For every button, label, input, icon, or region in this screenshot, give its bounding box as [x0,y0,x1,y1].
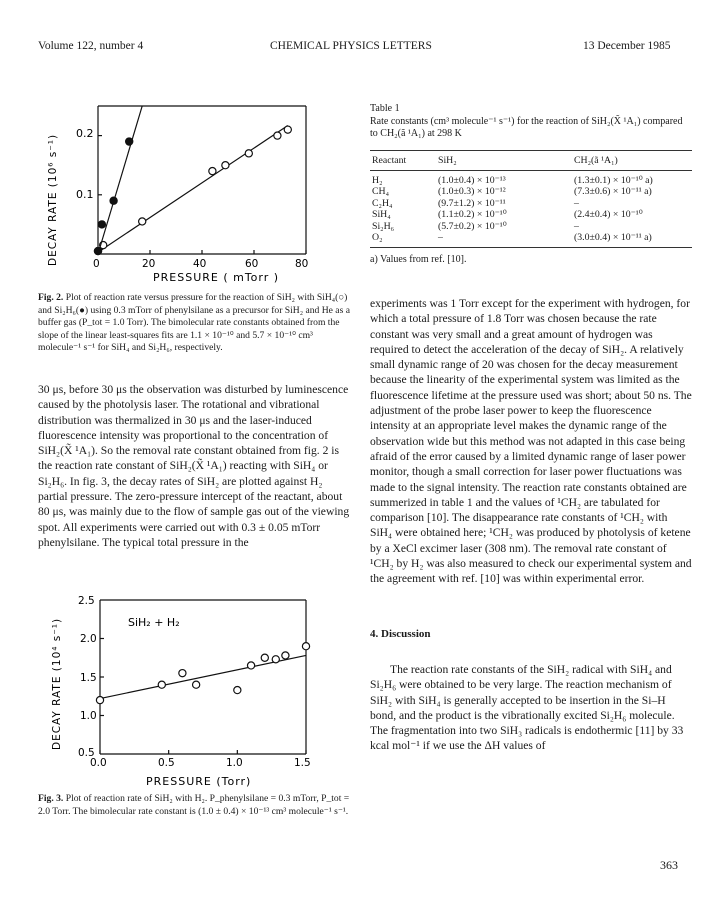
table-row [370,170,692,186]
figure-3-plot [38,590,338,790]
fit-line-series-1 [98,106,142,254]
left-column-paragraph [38,382,354,550]
fig3-xtick-0.0: 0.0 [90,757,107,769]
table-cell: (3.0±0.4) × 10⁻¹¹ a) [572,232,692,247]
fig3-ytick-2.0: 2.0 [80,633,97,645]
page-number: 363 [660,858,678,872]
table-cell: (9.7±1.2) × 10⁻¹¹ [438,197,506,209]
table-cell: – [574,197,579,209]
figure-2-plot [38,96,338,286]
running-header-volume: Volume 122, number 4 [38,40,144,52]
data-point-series-0 [274,132,281,139]
fig3-x-axis-label: PRESSURE (Torr) [146,775,252,788]
data-point-series-0 [179,670,186,677]
table-cell: – [574,220,579,232]
table-row [370,221,692,233]
fig2-xtick-20: 20 [142,258,156,270]
table-cell: (2.4±0.4) × 10⁻¹⁰ [574,209,643,221]
left-paragraph-1: 30 μs, before 30 μs the observation was disturbed by luminescence caused by the photolysis laser. The rotational and vibrational distribution was thermalized in 30 μs and the laser-induced fluorescence intensity was proportional to the concentration of SiH₂(X̃ ¹A₁). So the removal rate constant obtained from fig. 2 is the reaction rate constant of SiH₂(X̃ ¹A₁) reacting with SiH₄ or Si₂H₆. In fig. 3, the decay rates of SiH₂ are plotted against H₂ partial pressure. The zero-pressure intercept of the reactant, about 80 μs, was mainly due to the flow of sample gas out of the viewing spot. All experiments were carried out with 0.3 ± 0.05 mTorr phenylsilane. The typical total pressure in the [38,383,350,549]
table-header-sih2: SiH₂ [436,150,572,170]
data-point-series-0 [284,126,291,133]
right-paragraph-2: The reaction rate constants of the SiH₂ radical with SiH₄ and Si₂H₆ were obtained to be very large. The reaction mechanism of SiH₂ with SiH₄ is generally accepted to be insertion in the Si–H bond, and the product is the vibrationally excited Si₂H₆ molecule. The fragmentation into two SiH₃ radicals is endothermic [11] by 33 kcal mol⁻¹ if we use the ΔH values of [370,662,684,753]
table-cell: H₂ [372,174,383,186]
running-header-date: 13 December 1985 [583,40,671,52]
table-row [370,209,692,221]
fig3-ytick-0.5: 0.5 [78,747,95,759]
figure-2-caption-label: Fig. 2. [38,292,64,303]
fig3-xtick-1.5: 1.5 [294,757,311,769]
figure-2-caption-text: Plot of reaction rate versus pressure for the reaction of SiH₂ with SiH₄(○) and Si₂H₆(●) using 0.3 mTorr of phenylsilane as a precursor for SiH₂ and He as a buffer gas (P_tot = 1.0 Torr). The bimolecular rate constants obtained from the slope of the linear least-squares fits are 1.1 × 10⁻¹⁰ and 5.7 × 10⁻¹⁰ cm³ molecule⁻¹ s⁻¹ for SiH₄ and Si₂H₆, respectively. [38,292,350,354]
table-cell: (7.3±0.6) × 10⁻¹¹ a) [574,186,652,198]
fig3-ytick-1.5: 1.5 [80,672,97,684]
table-row [370,232,692,247]
table-1-caption: Rate constants (cm³ molecule⁻¹ s⁻¹) for the reaction of SiH₂(X̃ ¹A₁) compared to CH₂(ã ¹A₁) at 298 K [370,115,683,140]
table-row [370,186,692,198]
table-cell: SiH₄ [372,209,391,221]
data-point-series-0 [302,643,309,650]
fig2-y-axis-label: DECAY RATE (10⁶ s⁻¹) [47,133,59,266]
table-cell: (5.7±0.2) × 10⁻¹⁰ [438,220,507,232]
table-row [370,198,692,210]
figure-3-caption [38,793,354,818]
figure-3-caption-label: Fig. 3. [38,793,64,804]
table-cell: CH₄ [372,186,390,198]
table-cell: O₂ [370,232,436,247]
data-point-series-0 [234,686,241,693]
table-cell: (1.0±0.4) × 10⁻¹³ [438,174,506,186]
figure-2-caption [38,292,354,355]
table-1-block [370,103,692,266]
fig3-ytick-2.5: 2.5 [78,595,95,607]
data-point-series-0 [209,168,216,175]
data-point-series-0 [222,162,229,169]
data-point-series-1 [126,138,133,145]
fig3-xtick-1.0: 1.0 [226,757,243,769]
fig3-ytick-1.0: 1.0 [80,710,97,722]
table-header-row [370,150,692,170]
data-point-series-0 [245,150,252,157]
table-cell: (1.0±0.3) × 10⁻¹² [438,186,506,198]
table-cell: C₂H₄ [372,197,393,209]
data-point-series-0 [96,697,103,704]
table-header-reactant: Reactant [370,150,436,170]
data-point-series-1 [98,221,105,228]
data-point-series-0 [272,656,279,663]
table-1 [370,150,692,248]
fig2-ytick-0.1: 0.1 [76,188,94,201]
fig3-xtick-0.5: 0.5 [158,757,175,769]
data-point-series-1 [94,247,101,254]
data-point-series-0 [139,218,146,225]
table-cell: – [436,232,572,247]
data-point-series-0 [158,681,165,688]
data-point-series-0 [193,681,200,688]
fig2-xtick-40: 40 [193,258,207,270]
fig2-xtick-60: 60 [245,258,259,270]
right-paragraph-1: experiments was 1 Torr except for the experiment with hydrogen, for which a total pressure of 1.8 Torr was chosen because the rate constant was very small and a great amount of hydrogen was required to detect the acceleration of the decay of SiH₂. A relatively small dynamic range of 20 was chosen for the decay measurement because the linearity of the experimental system was limited as the fluorescence lifetime at the pressure used was short; about 50 ns. The adjustment of the probe laser power to keep the fluorescence intensity at an appropriate level makes the dynamic range of the observation wide but this method was not adapted in this case being afraid of the error caused by a limited dynamic range of laser power monitor, though a small correction for laser power fluctuations was made to the signal intensity. The reaction rate constants obtained are summerized in table 1 and the values of ¹CH₂ are tabulated for comparison [10]. The disappearance rate constants of ¹CH₂ with SiH₄ were obtained here; ¹CH₂ was produced by photolysis of ketene by a XeCl excimer laser (308 nm). The removal rate constant of ¹CH₂ by H₂ was also measured to check our experimental system and the agreement with ref. [10] was within experimental error. [370,297,692,586]
right-column-text [370,296,692,754]
data-point-series-0 [282,652,289,659]
table-header-ch2: CH₂(ã ¹A₁) [572,150,692,170]
fig2-x-axis-label: PRESSURE ( mTorr ) [153,271,280,284]
running-header-journal: CHEMICAL PHYSICS LETTERS [270,40,432,52]
data-point-series-1 [110,197,117,204]
table-cell: (1.1±0.2) × 10⁻¹⁰ [438,209,507,221]
table-1-label: Table 1 [370,103,400,114]
fig2-xtick-0: 0 [93,258,100,270]
figure-3-caption-text: Plot of reaction rate of SiH₂ with H₂. P_phenylsilane = 0.3 mTorr, P_tot = 2.0 Torr. The bimolecular rate constant is (1.0 ± 0.4) × 10⁻¹³ cm³ molecule⁻¹ s⁻¹. [38,793,350,817]
fig2-ytick-0.2: 0.2 [76,127,94,140]
fig3-legend: SiH₂ + H₂ [128,616,180,629]
table-cell: Si₂H₆ [372,220,395,232]
table-1-footnote: a) Values from ref. [10]. [370,253,467,265]
table-cell: (1.3±0.1) × 10⁻¹⁰ a) [574,174,653,186]
fig3-y-axis-label: DECAY RATE (10⁴ s⁻¹) [51,617,63,750]
data-point-series-0 [261,654,268,661]
section-heading-discussion: 4. Discussion [370,627,431,640]
fig2-xtick-80: 80 [295,258,309,270]
data-point-series-0 [247,662,254,669]
